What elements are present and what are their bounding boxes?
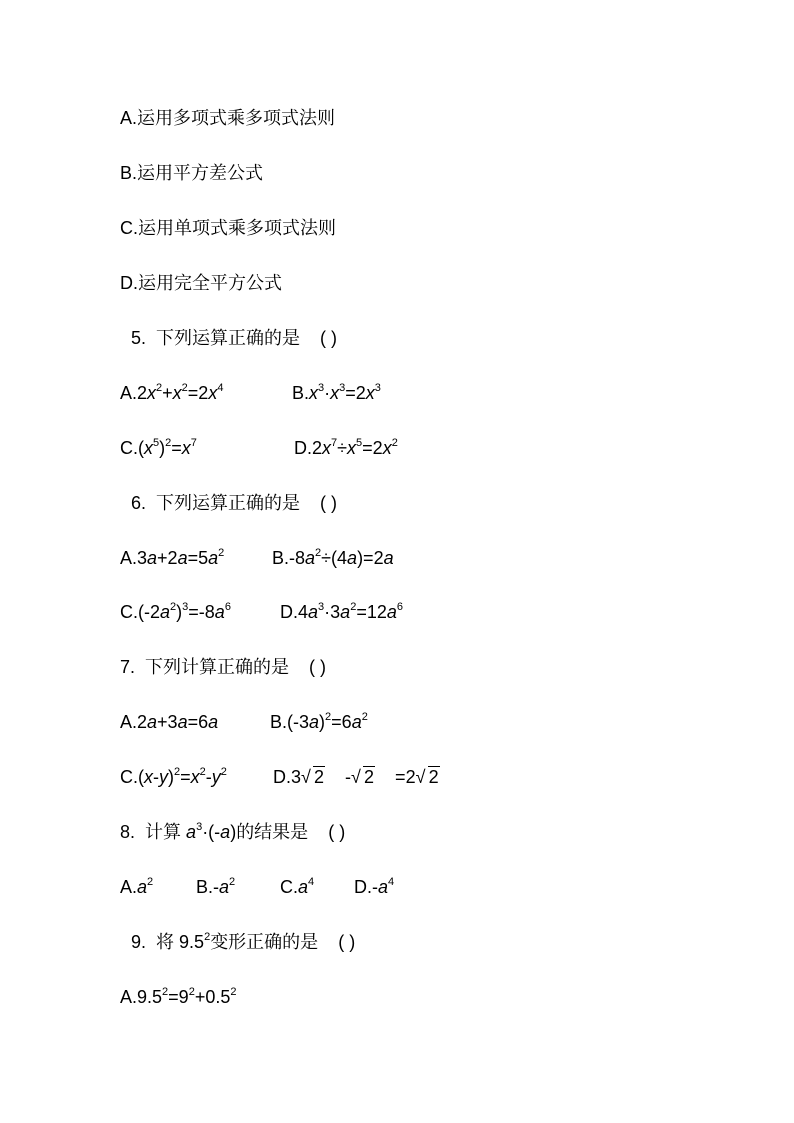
question-text: 下列运算正确的是 (156, 328, 301, 348)
q4-option-b: B.运用平方差公式 (120, 163, 264, 183)
answer-paren: ( ) (328, 822, 346, 842)
question-number: 9. (131, 932, 147, 952)
q8-option-c: $C.a^4$ (280, 876, 315, 897)
question-number: 8. (120, 822, 136, 842)
sqrt-symbol: √ 2 (415, 767, 439, 787)
answer-paren: ( ) (338, 932, 356, 952)
question-9 (131, 930, 355, 954)
question-number: 5. (131, 328, 147, 348)
q5-option-d: $D.2x^7\div x^5=2x^2$ (294, 437, 398, 458)
q5-option-c: $C.(x^5)^2=x^7$ (120, 437, 197, 458)
sqrt-symbol: √ 2 (351, 767, 375, 787)
q7-option-a: A.2a+3a=6a (120, 712, 219, 732)
answer-paren: ( ) (320, 328, 338, 348)
q7-option-c: $C.(x-y)^2=x^2-y^2$ (120, 766, 227, 787)
question-text: 下列运算正确的是 (156, 493, 301, 513)
q6-option-c: $C.(-2a^2)^3=-8a^6$ (120, 601, 231, 622)
question-text-end: 变形正确的是 (210, 932, 319, 952)
q4-option-d: D.运用完全平方公式 (120, 273, 282, 293)
sqrt-symbol: √ 2 (301, 767, 325, 787)
q5-option-b: $B.x^3\cdot x^3=2x^3$ (292, 382, 381, 403)
question-text-end: 的结果是 (236, 822, 309, 842)
question-text: 计算 (145, 822, 182, 842)
q8-option-b: $B.-a^2$ (196, 876, 236, 897)
question-7 (120, 655, 326, 679)
q8-option-a: $A.a^2$ (120, 876, 154, 897)
q6-option-d: $D.4a^3\cdot 3a^2=12a^6$ (280, 601, 403, 622)
q4-option-c: C.运用单项式乘多项式法则 (120, 218, 336, 238)
question-text: 将 9.5 (156, 932, 205, 952)
q9-option-a: $A.9.5^2=9^2+0.5^2$ (120, 986, 237, 1007)
answer-paren: ( ) (320, 493, 338, 513)
q8-option-d: $D.-a^4$ (354, 876, 395, 897)
q5-option-a: $A.2x^2+x^2=2x^4$ (120, 382, 224, 403)
q7-option-b: $B.(-3a)^2=6a^2$ (270, 711, 368, 732)
question-5 (131, 326, 337, 350)
question-number: 6. (131, 493, 147, 513)
q6-option-b: $B.-8a^2\div(4a)=2a$ (272, 547, 394, 568)
question-6 (131, 491, 337, 515)
answer-paren: ( ) (309, 657, 327, 677)
question-number: 7. (120, 657, 136, 677)
question-8: 8. 计算 $a^3\cdot(-a)$的结果是 ( ) (120, 821, 346, 842)
exponent: 2 (204, 931, 211, 943)
q4-option-a: A.运用多项式乘多项式法则 (120, 108, 336, 128)
q7-option-d: D.3 √ 2 - √ 2 =2 √ 2 (273, 767, 439, 787)
question-text: 下列计算正确的是 (145, 657, 290, 677)
q6-option-a: $A.3a+2a=5a^2$ (120, 547, 225, 568)
